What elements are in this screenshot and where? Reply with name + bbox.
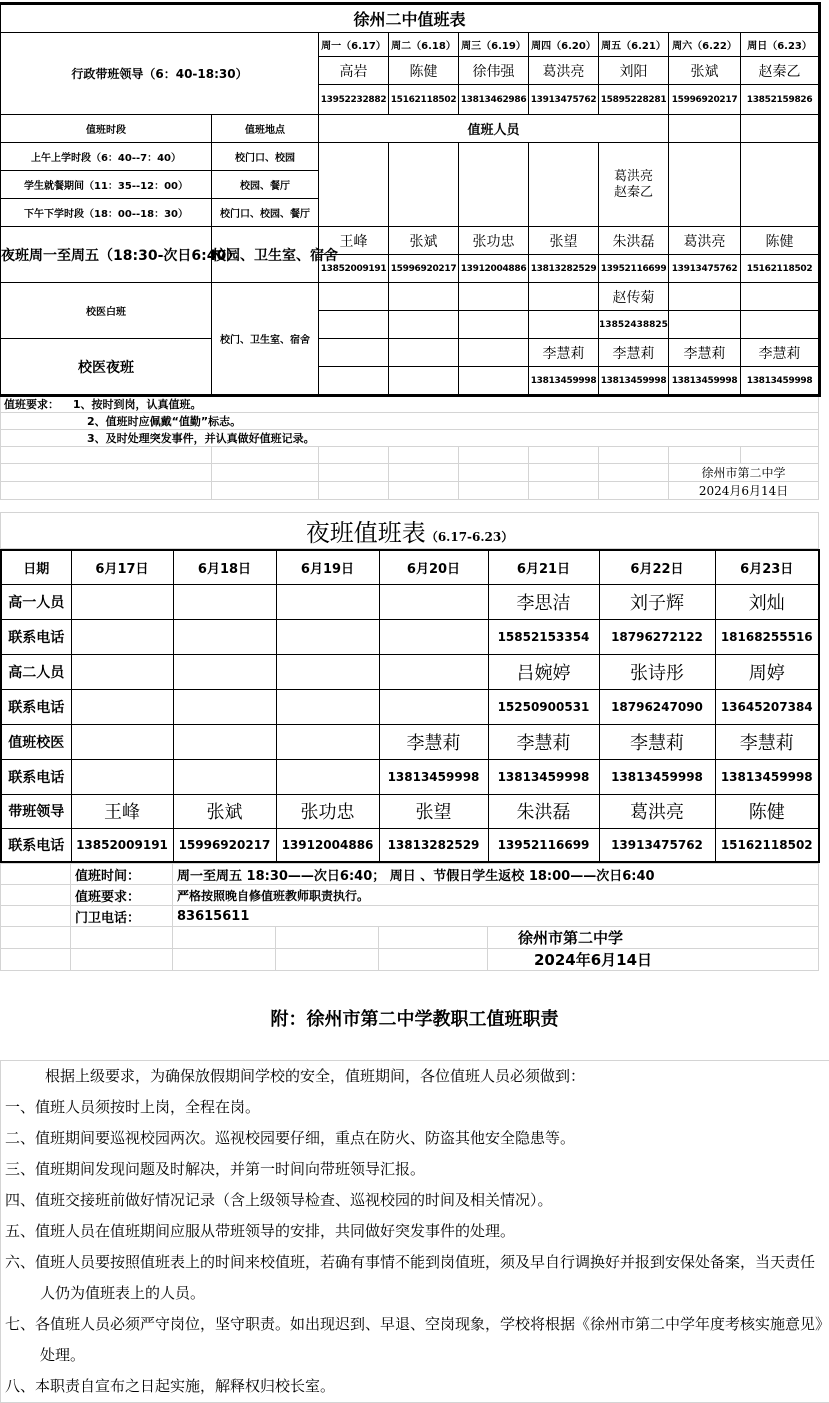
- date-label: 日期: [1, 550, 71, 584]
- doctor-night-phone: 13813459998: [741, 367, 819, 395]
- weekend-staff: 葛洪亮: [613, 168, 653, 184]
- date-header: 6月22日: [599, 550, 715, 584]
- doctor-night-phone: 13813459998: [669, 367, 741, 395]
- requirement-line: [1, 396, 819, 413]
- signature-date: 2024月6月14日: [669, 482, 819, 500]
- slot-time: 学生就餐期间（11：35--12：00）: [1, 171, 212, 199]
- leader-name: 张斌: [669, 57, 741, 85]
- slot-place: 校园、餐厅: [212, 171, 319, 199]
- leader-name: 陈健: [715, 794, 819, 828]
- doctor-place: 校门、卫生室、宿舍: [212, 283, 319, 395]
- grade1-label: 高一人员: [1, 584, 71, 619]
- signature-date: 2024年6月14日: [488, 949, 819, 971]
- requirement-item: 2、值班时应佩戴“值勤”标志。: [1, 413, 819, 430]
- leader-phone: 13852159826: [741, 85, 819, 115]
- duties-section: [0, 1000, 829, 1403]
- leader-phone: 15895228281: [599, 85, 669, 115]
- col-time-header: 值班时段: [1, 115, 212, 143]
- night-phone: 15162118502: [741, 255, 819, 283]
- leader-name: 高岩: [319, 57, 389, 85]
- duty-item: 五、值班人员在值班期间应服从带班领导的安排，共同做好突发事件的处理。: [5, 1222, 516, 1240]
- doctor-name: 李慧莉: [488, 724, 599, 759]
- night-schedule-title-row: [1, 513, 819, 549]
- grade2-name: 张诗彤: [599, 654, 715, 689]
- leader-label: 行政带班领导（6：40-18:30）: [1, 33, 319, 115]
- day-schedule-title: 徐州二中值班表: [1, 5, 819, 33]
- leader-phone: 15996920217: [173, 828, 276, 862]
- day-header: 周六（6.22）: [669, 33, 741, 57]
- weekend-staff-cell: [599, 143, 669, 227]
- time-label: 值班时间：: [71, 864, 173, 885]
- doctor-name: 李慧莉: [599, 724, 715, 759]
- grade1-phone: 18168255516: [715, 619, 819, 654]
- doctor-night-label: 校医夜班: [1, 339, 212, 395]
- date-header: 6月21日: [488, 550, 599, 584]
- grade2-label: 高二人员: [1, 654, 71, 689]
- leader-name: 张望: [379, 794, 488, 828]
- doctor-night-name: 李慧莉: [669, 339, 741, 367]
- duty-item: 七、各值班人员必须严守岗位，坚守职责。如出现迟到、早退、空岗现象，学校将根据《徐州市第二中学年度考核实施意见》处理。: [5, 1315, 823, 1364]
- doctor-name: 李慧莉: [379, 724, 488, 759]
- date-header: 6月23日: [715, 550, 819, 584]
- grade1-name: 刘灿: [715, 584, 819, 619]
- date-header: 6月18日: [173, 550, 276, 584]
- grade2-name: 吕婉婷: [488, 654, 599, 689]
- leader-phone: 13852009191: [71, 828, 173, 862]
- day-header: 周三（6.19）: [459, 33, 529, 57]
- night-phone: 13813282529: [529, 255, 599, 283]
- gate-phone: 83615611: [173, 906, 819, 927]
- night-phone: 13913475762: [669, 255, 741, 283]
- doctor-phone: 13813459998: [379, 759, 488, 794]
- night-phone: 15996920217: [389, 255, 459, 283]
- duty-item: 六、值班人员要按照值班表上的时间来校值班，若确有事情不能到岗值班，须及早自行调换好并报到安保处备案，当天责任人仍为值班表上的人员。: [5, 1253, 816, 1302]
- leader-name: 陈健: [389, 57, 459, 85]
- doctor-night-phone: 13813459998: [599, 367, 669, 395]
- leader-name: 张斌: [173, 794, 276, 828]
- req-text: 严格按照晚自修值班教师职责执行。: [173, 885, 819, 906]
- date-header: 6月19日: [276, 550, 379, 584]
- leader-name: 徐伟强: [459, 57, 529, 85]
- doctor-phone: 13813459998: [715, 759, 819, 794]
- night-schedule-range: （6.17-6.23）: [425, 530, 514, 544]
- leader-name: 刘阳: [599, 57, 669, 85]
- leader-phone: 15996920217: [669, 85, 741, 115]
- duty-item: 三、值班期间发现问题及时解决，并第一时间向带班领导汇报。: [5, 1160, 426, 1178]
- leader-label: 带班领导: [1, 794, 71, 828]
- doctor-day-name: 赵传菊: [599, 283, 669, 311]
- night-schedule-title: 夜班值班表: [305, 519, 426, 547]
- leader-name: 葛洪亮: [529, 57, 599, 85]
- duty-item: 一、值班人员须按时上岗，全程在岗。: [5, 1098, 261, 1116]
- doctor-phone: 13813459998: [488, 759, 599, 794]
- slot-time: 上午上学时段（6：40--7：40）: [1, 143, 212, 171]
- leader-name: 赵秦乙: [741, 57, 819, 85]
- night-staff: 张望: [529, 227, 599, 255]
- grade2-name: 周婷: [715, 654, 819, 689]
- night-phone: 13852009191: [319, 255, 389, 283]
- night-phone: 13952116699: [599, 255, 669, 283]
- duty-item: 二、值班期间要巡视校园两次。巡视校园要仔细，重点在防火、防盗其他安全隐患等。: [5, 1129, 576, 1147]
- leader-name: 葛洪亮: [599, 794, 715, 828]
- signature-school: 徐州市第二中学: [669, 464, 819, 482]
- night-schedule-sheet: [0, 512, 829, 971]
- grade1-phone: 18796272122: [599, 619, 715, 654]
- phone-label: 联系电话: [1, 828, 71, 862]
- night-phone: 13912004886: [459, 255, 529, 283]
- day-header: 周一（6.17）: [319, 33, 389, 57]
- leader-phone: 15162118502: [389, 85, 459, 115]
- leader-phone: 13912004886: [276, 828, 379, 862]
- night-staff: 葛洪亮: [669, 227, 741, 255]
- duties-title: 附：徐州市第二中学教职工值班职责: [270, 1009, 559, 1030]
- night-staff: 陈健: [741, 227, 819, 255]
- day-header: 周四（6.20）: [529, 33, 599, 57]
- day-schedule-sheet: [0, 4, 829, 500]
- col-staff-header: 值班人员: [319, 115, 669, 143]
- night-staff: 张斌: [389, 227, 459, 255]
- doctor-day-phone: 13852438825: [599, 311, 669, 339]
- doctor-name: 李慧莉: [715, 724, 819, 759]
- leader-name: 朱洪磊: [488, 794, 599, 828]
- day-header: 周五（6.21）: [599, 33, 669, 57]
- leader-phone: 13913475762: [599, 828, 715, 862]
- doctor-night-name: 李慧莉: [529, 339, 599, 367]
- signature-school: 徐州市第二中学: [488, 927, 819, 949]
- doctor-night-phone: 13813459998: [529, 367, 599, 395]
- requirement-item: 1、按时到岗，认真值班。: [72, 398, 202, 411]
- phone-label: 联系电话: [1, 619, 71, 654]
- requirement-item: 3、及时处理突发事件，并认真做好值班记录。: [1, 430, 819, 447]
- slot-time: 下午下学时段（18：00--18：30）: [1, 199, 212, 227]
- duty-item: 四、值班交接班前做好情况记录（含上级领导检查、巡视校园的时间及相关情况）。: [5, 1191, 553, 1209]
- doctor-night-name: 李慧莉: [741, 339, 819, 367]
- grade2-phone: 18796247090: [599, 689, 715, 724]
- leader-name: 王峰: [71, 794, 173, 828]
- night-label: 夜班周一至周五（18:30-次日6:40）: [1, 227, 212, 283]
- leader-name: 张功忠: [276, 794, 379, 828]
- leader-phone: 13913475762: [529, 85, 599, 115]
- phone-label: 联系电话: [1, 689, 71, 724]
- day-header: 周日（6.23）: [741, 33, 819, 57]
- grade1-name: 李思洁: [488, 584, 599, 619]
- doctor-night-name: 李慧莉: [599, 339, 669, 367]
- leader-phone: 13813282529: [379, 828, 488, 862]
- duty-item: 八、本职责自宣布之日起实施，解释权归校长室。: [5, 1377, 336, 1395]
- requirements-label: 值班要求：: [4, 398, 59, 411]
- phone-label: 联系电话: [1, 759, 71, 794]
- col-place-header: 值班地点: [212, 115, 319, 143]
- date-header: 6月17日: [71, 550, 173, 584]
- night-staff: 王峰: [319, 227, 389, 255]
- date-header: 6月20日: [379, 550, 488, 584]
- doctor-label: 值班校医: [1, 724, 71, 759]
- grade2-phone: 13645207384: [715, 689, 819, 724]
- req-label: 值班要求：: [71, 885, 173, 906]
- doctor-phone: 13813459998: [599, 759, 715, 794]
- leader-phone: 13952116699: [488, 828, 599, 862]
- gate-label: 门卫电话：: [71, 906, 173, 927]
- night-staff: 朱洪磊: [599, 227, 669, 255]
- night-place: 校园、卫生室、宿舍: [212, 227, 319, 283]
- day-header: 周二（6.18）: [389, 33, 459, 57]
- grade2-phone: 15250900531: [488, 689, 599, 724]
- duties-intro: 根据上级要求，为确保放假期间学校的安全，值班期间，各位值班人员必须做到：: [45, 1067, 586, 1085]
- leader-phone: 15162118502: [715, 828, 819, 862]
- night-staff: 张功忠: [459, 227, 529, 255]
- weekend-staff: 赵秦乙: [613, 184, 653, 200]
- time-text: 周一至周五 18:30——次日6:40； 周日 、节假日学生返校 18:00——次日6:40: [173, 864, 819, 885]
- leader-phone: 13813462986: [459, 85, 529, 115]
- slot-place: 校门口、校园: [212, 143, 319, 171]
- doctor-day-label: 校医白班: [1, 283, 212, 339]
- grade1-name: 刘子辉: [599, 584, 715, 619]
- duties-box: [0, 1060, 829, 1403]
- grade1-phone: 15852153354: [488, 619, 599, 654]
- slot-place: 校门口、校园、餐厅: [212, 199, 319, 227]
- leader-phone: 13952232882: [319, 85, 389, 115]
